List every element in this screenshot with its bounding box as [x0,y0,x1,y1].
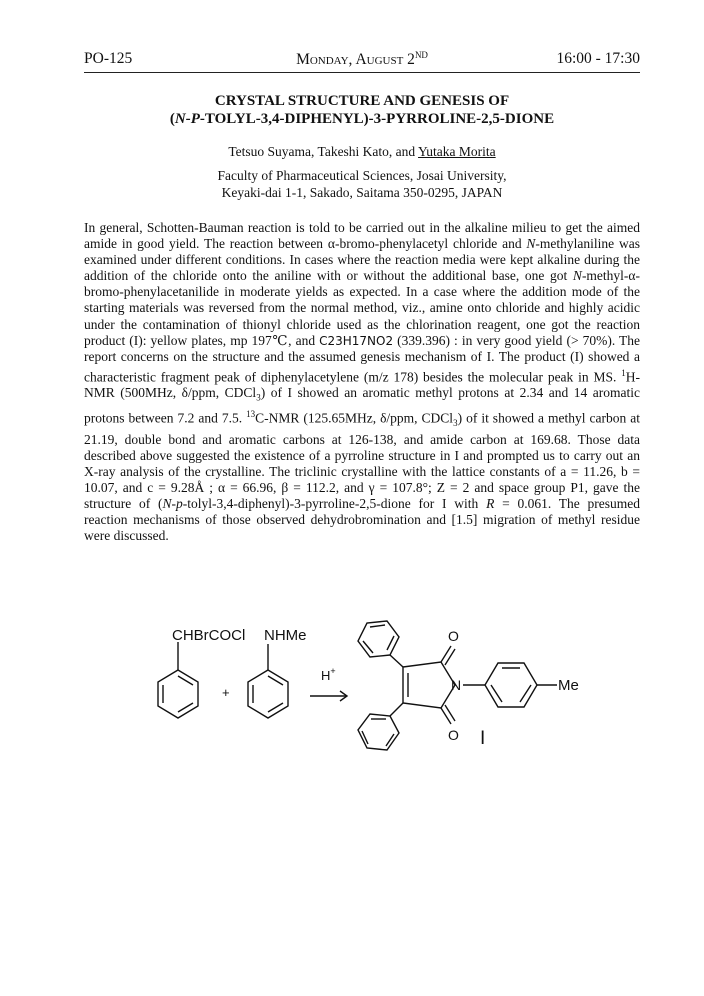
abstract-italic: R [486,495,495,511]
affiliation-line-1: Faculty of Pharmaceutical Sciences, Josai University, [217,168,507,183]
page-header [84,50,640,72]
reactant-2-label: NHMe [264,627,307,644]
abstract-seg: = 0.061. The presumed reaction mechanisms of those observed dehydrobromination and [1.5] migration of methyl residue were discussed. [84,495,640,544]
reaction-scheme [140,610,600,760]
reactant-1-benzene [158,642,198,718]
abstract-italic: N-p [162,495,183,511]
abstract-seg: C-NMR (125.65MHz, δ/ppm, CDCl [255,410,454,426]
title-italic: N-P [174,111,200,127]
reactant-1-label: CHBrCOCl [172,627,246,644]
author-list [84,144,640,160]
reaction-arrow [310,691,347,701]
abstract-seg: -methylaniline was examined under different conditions. In cases where the reaction media were kept alkaline during the addition of the chloride onto the aniline with or without the additional base, one got [84,236,640,284]
plus-sign: + [222,685,230,700]
presenting-author: Yutaka Morita [418,144,496,159]
session-time: 16:00 - 17:30 [556,50,640,67]
reagent-sup: + [330,666,336,676]
abstract-seg: In general, Schotten-Bauman reaction is told to be carried out in the alkaline milieu to get the aimed amide in good yield. The reaction between α-bromo-phenylacetyl chloride and [84,220,640,252]
poster-code: PO-125 [84,50,133,67]
product-label: I [480,728,486,749]
header-rule [84,72,640,73]
title-line-1: CRYSTAL STRUCTURE AND GENESIS OF [214,93,510,109]
author-names: Tetsuo Suyama, Takeshi Kato, and [228,144,419,159]
abstract-italic: N [526,236,536,252]
paper-title [84,92,640,128]
reagent-text: H [321,668,331,683]
title-paren: ( [169,111,175,127]
session-day-sup: ND [414,50,428,60]
abstract-italic: N [572,268,582,284]
abstract-sub: 3 [453,418,458,429]
abstract-paragraph [84,220,640,544]
session-day-text: Monday, August 2 [296,51,415,69]
abstract-seg: H-NMR (500MHz, δ/ppm, CDCl [84,369,640,401]
abstract-sub: 3 [256,393,261,404]
title-rest: -TOLYL-3,4-DIPHENYL)-3-PYRROLINE-2,5-DIONE [199,111,555,127]
abstract-sup: 13 [246,409,256,420]
carbonyl-oxygen-bottom: O [448,727,459,743]
abstract-seg: ) of I showed an aromatic methyl protons at 2.34 and 14 aromatic protons between 7.2 and 7.5. [84,385,641,426]
abstract-seg: (339.396) : in very good yield (> 70%). The report concerns on the structure and the assumed genesis mechanism of I. The product (I) showed a characteristic fragment peak of diphenylacetylene (m/z 178) besides the molecular peak in MS. [84,332,640,385]
nitrogen-atom: N [451,677,462,693]
molecular-formula: C23H17NO2 [319,333,394,348]
abstract-seg: -tolyl-3,4-diphenyl)-3-pyrroline-2,5-dione for I with [182,495,487,511]
reactant-2-benzene [248,644,288,718]
abstract-seg: -methyl-α-bromo-phenylacetanilide in moderate yields as expected. In a case where the addition mode of the starting materials was reversed from the normal method, viz., amine onto chloride and highly acidic under the contamination of thionyl chloride used as the chlorination reagent, one got the reaction product (I): yellow plates, mp 197℃, and [84,268,640,348]
reagent-label [321,666,336,683]
title-line-2 [84,110,640,128]
abstract-seg: ) of it showed a methyl carbon at 21.19, double bond and aromatic carbons at 126-138, and amide carbon at 169.68. Those data described above suggested the existence of a pyrroline structure in I and prompted us to carry out an X-ray analysis of the crystalline. The triclinic crystalline with the lattice constants of a = 11.26, b = 10.07, and c = 9.28Å ; α = 66.96, β = 112.2, and γ = 107.8°; Z = 2 and space group P1, gave the structure of ( [84,410,641,511]
methyl-label: Me [558,677,579,694]
abstract-sup: 1 [621,367,626,378]
affiliation-line-2: Keyaki-dai 1-1, Sakado, Saitama 350-0295, JAPAN [221,185,503,200]
carbonyl-oxygen-top: O [448,628,459,644]
abstract-text [84,220,640,544]
affiliation [84,167,640,201]
